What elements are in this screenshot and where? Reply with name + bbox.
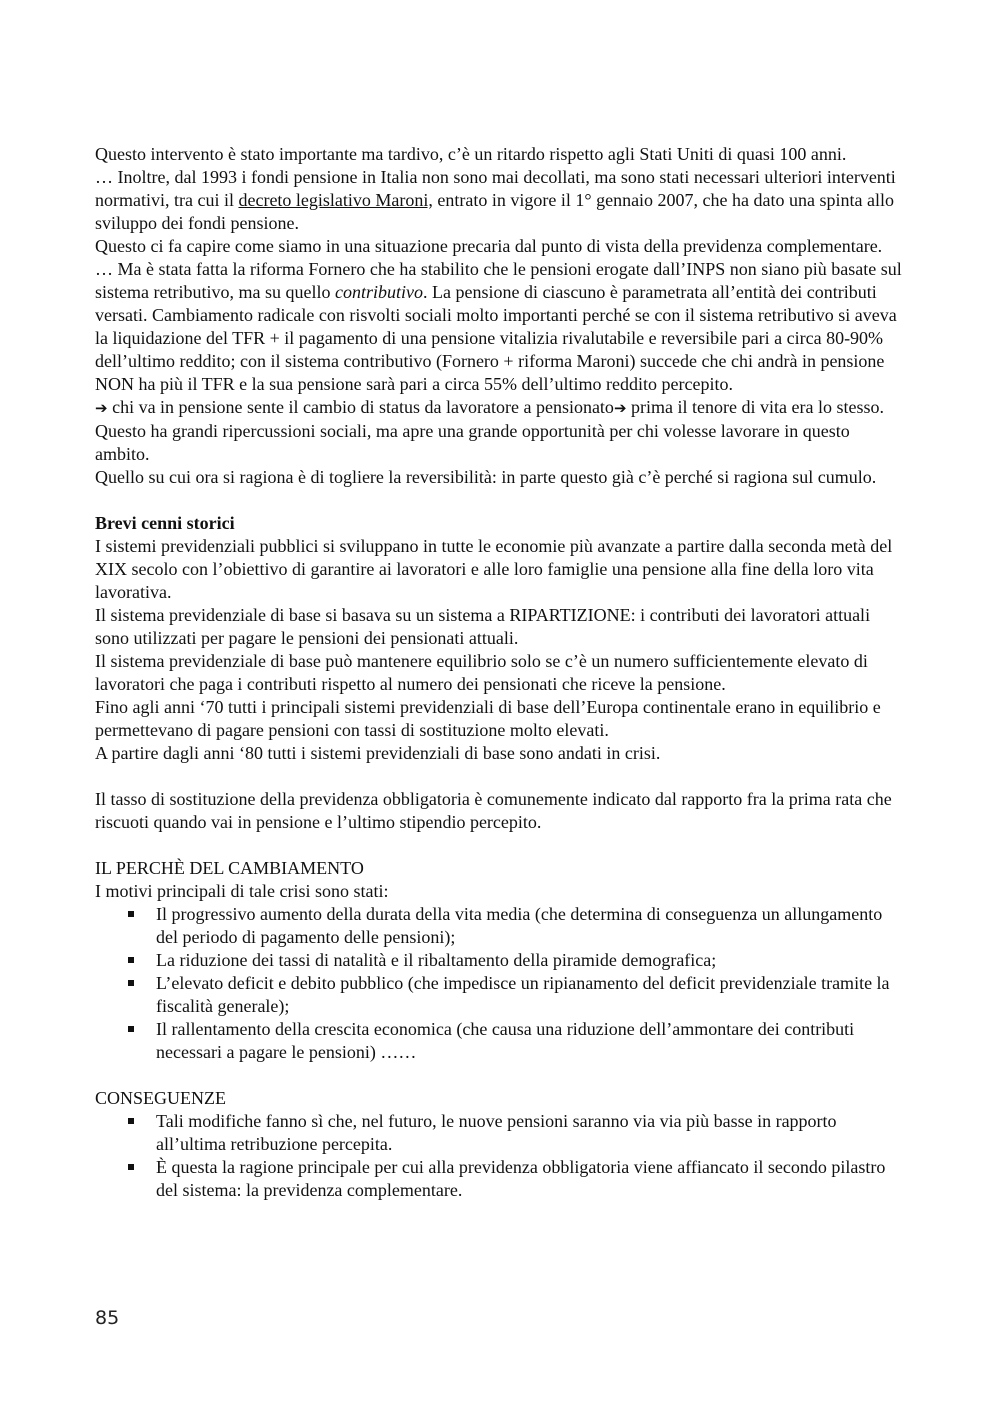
storici-paragraph-4: Fino agli anni ‘70 tutti i principali sistemi previdenziali di base dell’Europa continentale erano in equilibrio e permettevano di pagare pensioni con tassi di sostituzione molto elevati. xyxy=(95,697,881,740)
conseguenze-list xyxy=(95,1110,905,1202)
list-item: Il progressivo aumento della durata della vita media (che determina di conseguenza un allungamento del periodo di pagamento delle pensioni); xyxy=(156,903,905,949)
arrow-right-icon: ➔ xyxy=(613,399,627,417)
spacer xyxy=(95,765,905,788)
page-number: 85 xyxy=(95,1307,120,1329)
intro-paragraph-4-end: . La pensione di ciascuno è parametrata all’entità dei contributi versati. Cambiamento radicale con risvolti sociali molto importanti perché se con il sistema retributivo si aveva la liquidazione del TFR + il pagamento di una pensione vitalizia rivalutabile e reversibile pari a circa 80-90% dell’ultimo reddito; con il sistema contributivo (Fornero + riforma Maroni) succede che chi andrà in pensione NON ha più il TFR e la sua pensione sarà pari a circa 55% dell’ultimo reddito percepito. xyxy=(95,282,897,394)
intro-paragraph-5 xyxy=(95,396,905,466)
intro-paragraph-2-start: … Inoltre, dal 1993 i fondi pensione in Italia non sono mai decollati, ma sono stati necessari ulteriori interventi normativi, tra cui il xyxy=(95,167,896,210)
arrow-right-icon: ➔ xyxy=(95,399,108,417)
list-item: La riduzione dei tassi di natalità e il ribaltamento della piramide demografica; xyxy=(156,949,905,972)
intro-paragraph-6: Quello su cui ora si ragiona è di togliere la reversibilità: in parte questo già c’è perché si ragiona sul cumulo. xyxy=(95,467,877,487)
list-item: Il rallentamento della crescita economica (che causa una riduzione dell’ammontare dei contributi necessari a pagare le pensioni) …… xyxy=(156,1018,905,1064)
intro-paragraph-5-part-1: chi va in pensione sente il cambio di status da lavoratore a pensionato xyxy=(107,397,614,417)
perche-list xyxy=(95,903,905,1064)
spacer xyxy=(95,834,905,857)
perche-intro: I motivi principali di tale crisi sono stati: xyxy=(95,881,389,901)
section-heading-conseguenze: CONSEGUENZE xyxy=(95,1088,226,1108)
intro-paragraph-1: Questo intervento è stato importante ma tardivo, c’è un ritardo rispetto agli Stati Uniti di quasi 100 anni. xyxy=(95,144,847,164)
decreto-maroni-underline: decreto legislativo Maroni, xyxy=(238,190,433,210)
section-heading-storici: Brevi cenni storici xyxy=(95,513,235,533)
contributivo-italic: contributivo xyxy=(334,282,423,302)
intro-paragraph-2 xyxy=(95,166,905,235)
spacer xyxy=(95,1064,905,1087)
storici-paragraph-5: A partire dagli anni ‘80 tutti i sistemi previdenziali di base sono andati in crisi. xyxy=(95,743,661,763)
intro-paragraph-4 xyxy=(95,258,905,396)
intro-paragraph-4-start: … Ma è stata fatta la riforma Fornero che ha stabilito che le pensioni erogate dall’INPS non siano più basate sul sistema retributivo, ma su quello xyxy=(95,259,902,302)
storici-paragraph-2: Il sistema previdenziale di base si basava su un sistema a RIPARTIZIONE: i contributi dei lavoratori attuali sono utilizzati per pagare le pensioni dei pensionati attuali. xyxy=(95,605,871,648)
section-heading-perche: IL PERCHÈ DEL CAMBIAMENTO xyxy=(95,858,364,878)
intro-paragraph-2-end: entrato in vigore il 1° gennaio 2007, che ha dato una spinta allo sviluppo dei fondi pensione. xyxy=(95,190,894,233)
spacer xyxy=(95,489,905,512)
list-item: È questa la ragione principale per cui alla previdenza obbligatoria viene affiancato il secondo pilastro del sistema: la previdenza complementare. xyxy=(156,1156,905,1202)
list-item: L’elevato deficit e debito pubblico (che impedisce un ripianamento del deficit previdenziale tramite la fiscalità generale); xyxy=(156,972,905,1018)
intro-paragraph-3: Questo ci fa capire come siamo in una situazione precaria dal punto di vista della previdenza complementare. xyxy=(95,236,883,256)
tasso-paragraph: Il tasso di sostituzione della previdenza obbligatoria è comunemente indicato dal rapporto fra la prima rata che riscuoti quando vai in pensione e l’ultimo stipendio percepito. xyxy=(95,789,892,832)
page-content xyxy=(95,143,905,1202)
intro-paragraph-5-part-2: prima il tenore di vita era lo stesso. Questo ha grandi ripercussioni sociali, ma apre una grande opportunità per chi volesse lavorare in questo ambito. xyxy=(95,397,884,464)
storici-paragraph-3: Il sistema previdenziale di base può mantenere equilibrio solo se c’è un numero sufficientemente elevato di lavoratori che paga i contributi rispetto al numero dei pensionati che riceve la pensione. xyxy=(95,651,868,694)
list-item: Tali modifiche fanno sì che, nel futuro, le nuove pensioni saranno via via più basse in rapporto all’ultima retribuzione percepita. xyxy=(156,1110,905,1156)
storici-paragraph-1: I sistemi previdenziali pubblici si sviluppano in tutte le economie più avanzate a partire dalla seconda metà del XIX secolo con l’obiettivo di garantire ai lavoratori e alle loro famiglie una pensione alla fine della loro vita lavorativa. xyxy=(95,536,893,602)
